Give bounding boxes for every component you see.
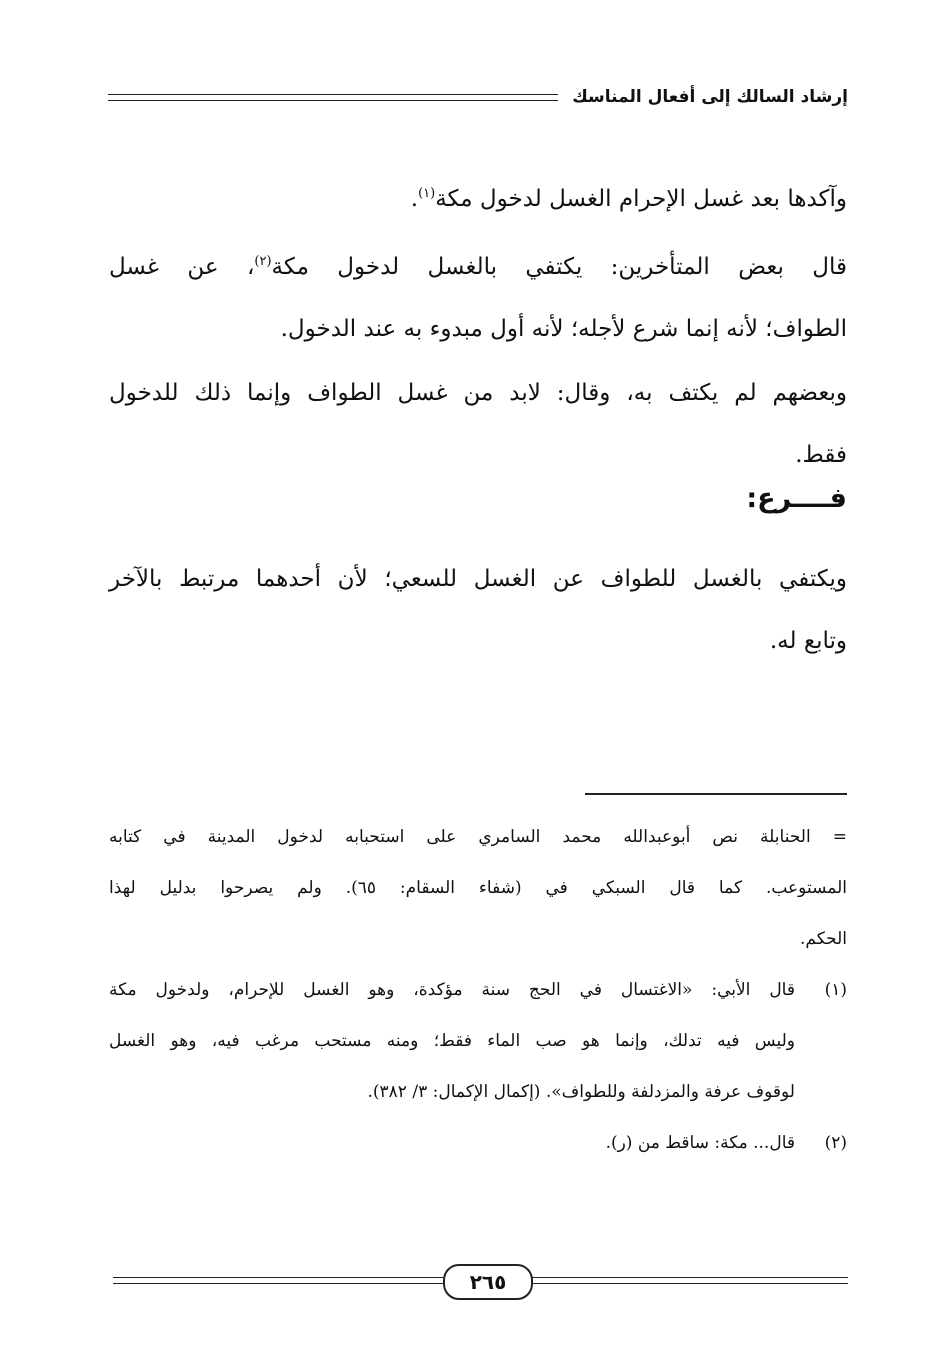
paragraph-4-line-1: ويكتفي بالغسل للطواف عن الغسل للسعي؛ لأن أحدهما مرتبط بالآخر [109,566,847,592]
section-heading: فــــرع: [746,483,847,514]
paragraph-2-text-a: قال بعض المتأخرين: يكتفي بالغسل لدخول مكة [271,254,847,280]
footnote-ref-1: (١) [418,186,436,201]
footnotes [109,812,847,1169]
paragraph-2-text-b: ، عن غسل [109,254,255,280]
footnote-ref-2: (٢) [254,254,272,269]
running-title: إرشاد السالك إلى أفعال المناسك [572,87,848,107]
footnote-1-line-1: قال الأبي: «الاغتسال في الحج سنة مؤكدة، وهو الغسل للإحرام، ولدخول مكة [109,980,795,1000]
footnote-1 [109,965,847,1118]
header-double-rule [108,94,558,101]
paragraph-1-end: . [410,186,419,212]
footnote-continuation-line-1: = الحنابلة نص أبوعبدالله محمد السامري على استحبابه لدخول المدينة في كتابه [109,827,847,847]
footnote-continuation [109,812,847,965]
paragraph-2-line-1 [109,236,847,298]
footnote-2-line-1: قال... مكة: ساقط من (ر). [605,1133,795,1153]
page-number: ٢٦٥ [443,1264,533,1300]
footer-rule-right [528,1277,848,1284]
footnote-continuation-line-2: المستوعب. كما قال السبكي في (شفاء السقام: ٦٥). ولم يصرحوا بدليل لهذا [109,878,847,898]
footnote-2-number: (٢) [824,1133,847,1153]
paragraph-1-line [109,168,847,230]
footnote-1-line-3: لوقوف عرفة والمزدلفة وللطواف». (إكمال الإكمال: ٣/ ٣٨٢). [367,1082,795,1102]
footnote-separator [585,793,847,795]
page-footer [113,1264,848,1304]
paragraph-1-text: وآكدها بعد غسل الإحرام الغسل لدخول مكة [435,186,847,212]
footnote-1-line-2: وليس فيه تدلك، وإنما هو صب الماء فقط؛ ومنه مستحب مرغب فيه، وهو الغسل [109,1031,795,1051]
paragraph-2 [109,236,847,360]
footnote-1-body [109,965,795,1118]
footnote-continuation-line-3: الحكم. [800,929,847,949]
paragraph-3-line-2: فقط. [795,442,847,468]
footnote-2-body [109,1118,795,1169]
paragraph-3-line-1: وبعضهم لم يكتف به، وقال: لابد من غسل الطواف وإنما ذلك للدخول [109,380,847,406]
footnote-2 [109,1118,847,1169]
paragraph-3 [109,362,847,486]
paragraph-2-line-2: الطواف؛ لأنه إنما شرع لأجله؛ لأنه أول مبدوء به عند الدخول. [280,316,847,342]
footer-rule-left [113,1277,443,1284]
paragraph-4-line-2: وتابع له. [769,628,847,654]
paragraph-1 [109,168,847,230]
footnote-1-number: (١) [824,980,847,1000]
running-header [108,82,848,112]
paragraph-4 [109,548,847,672]
